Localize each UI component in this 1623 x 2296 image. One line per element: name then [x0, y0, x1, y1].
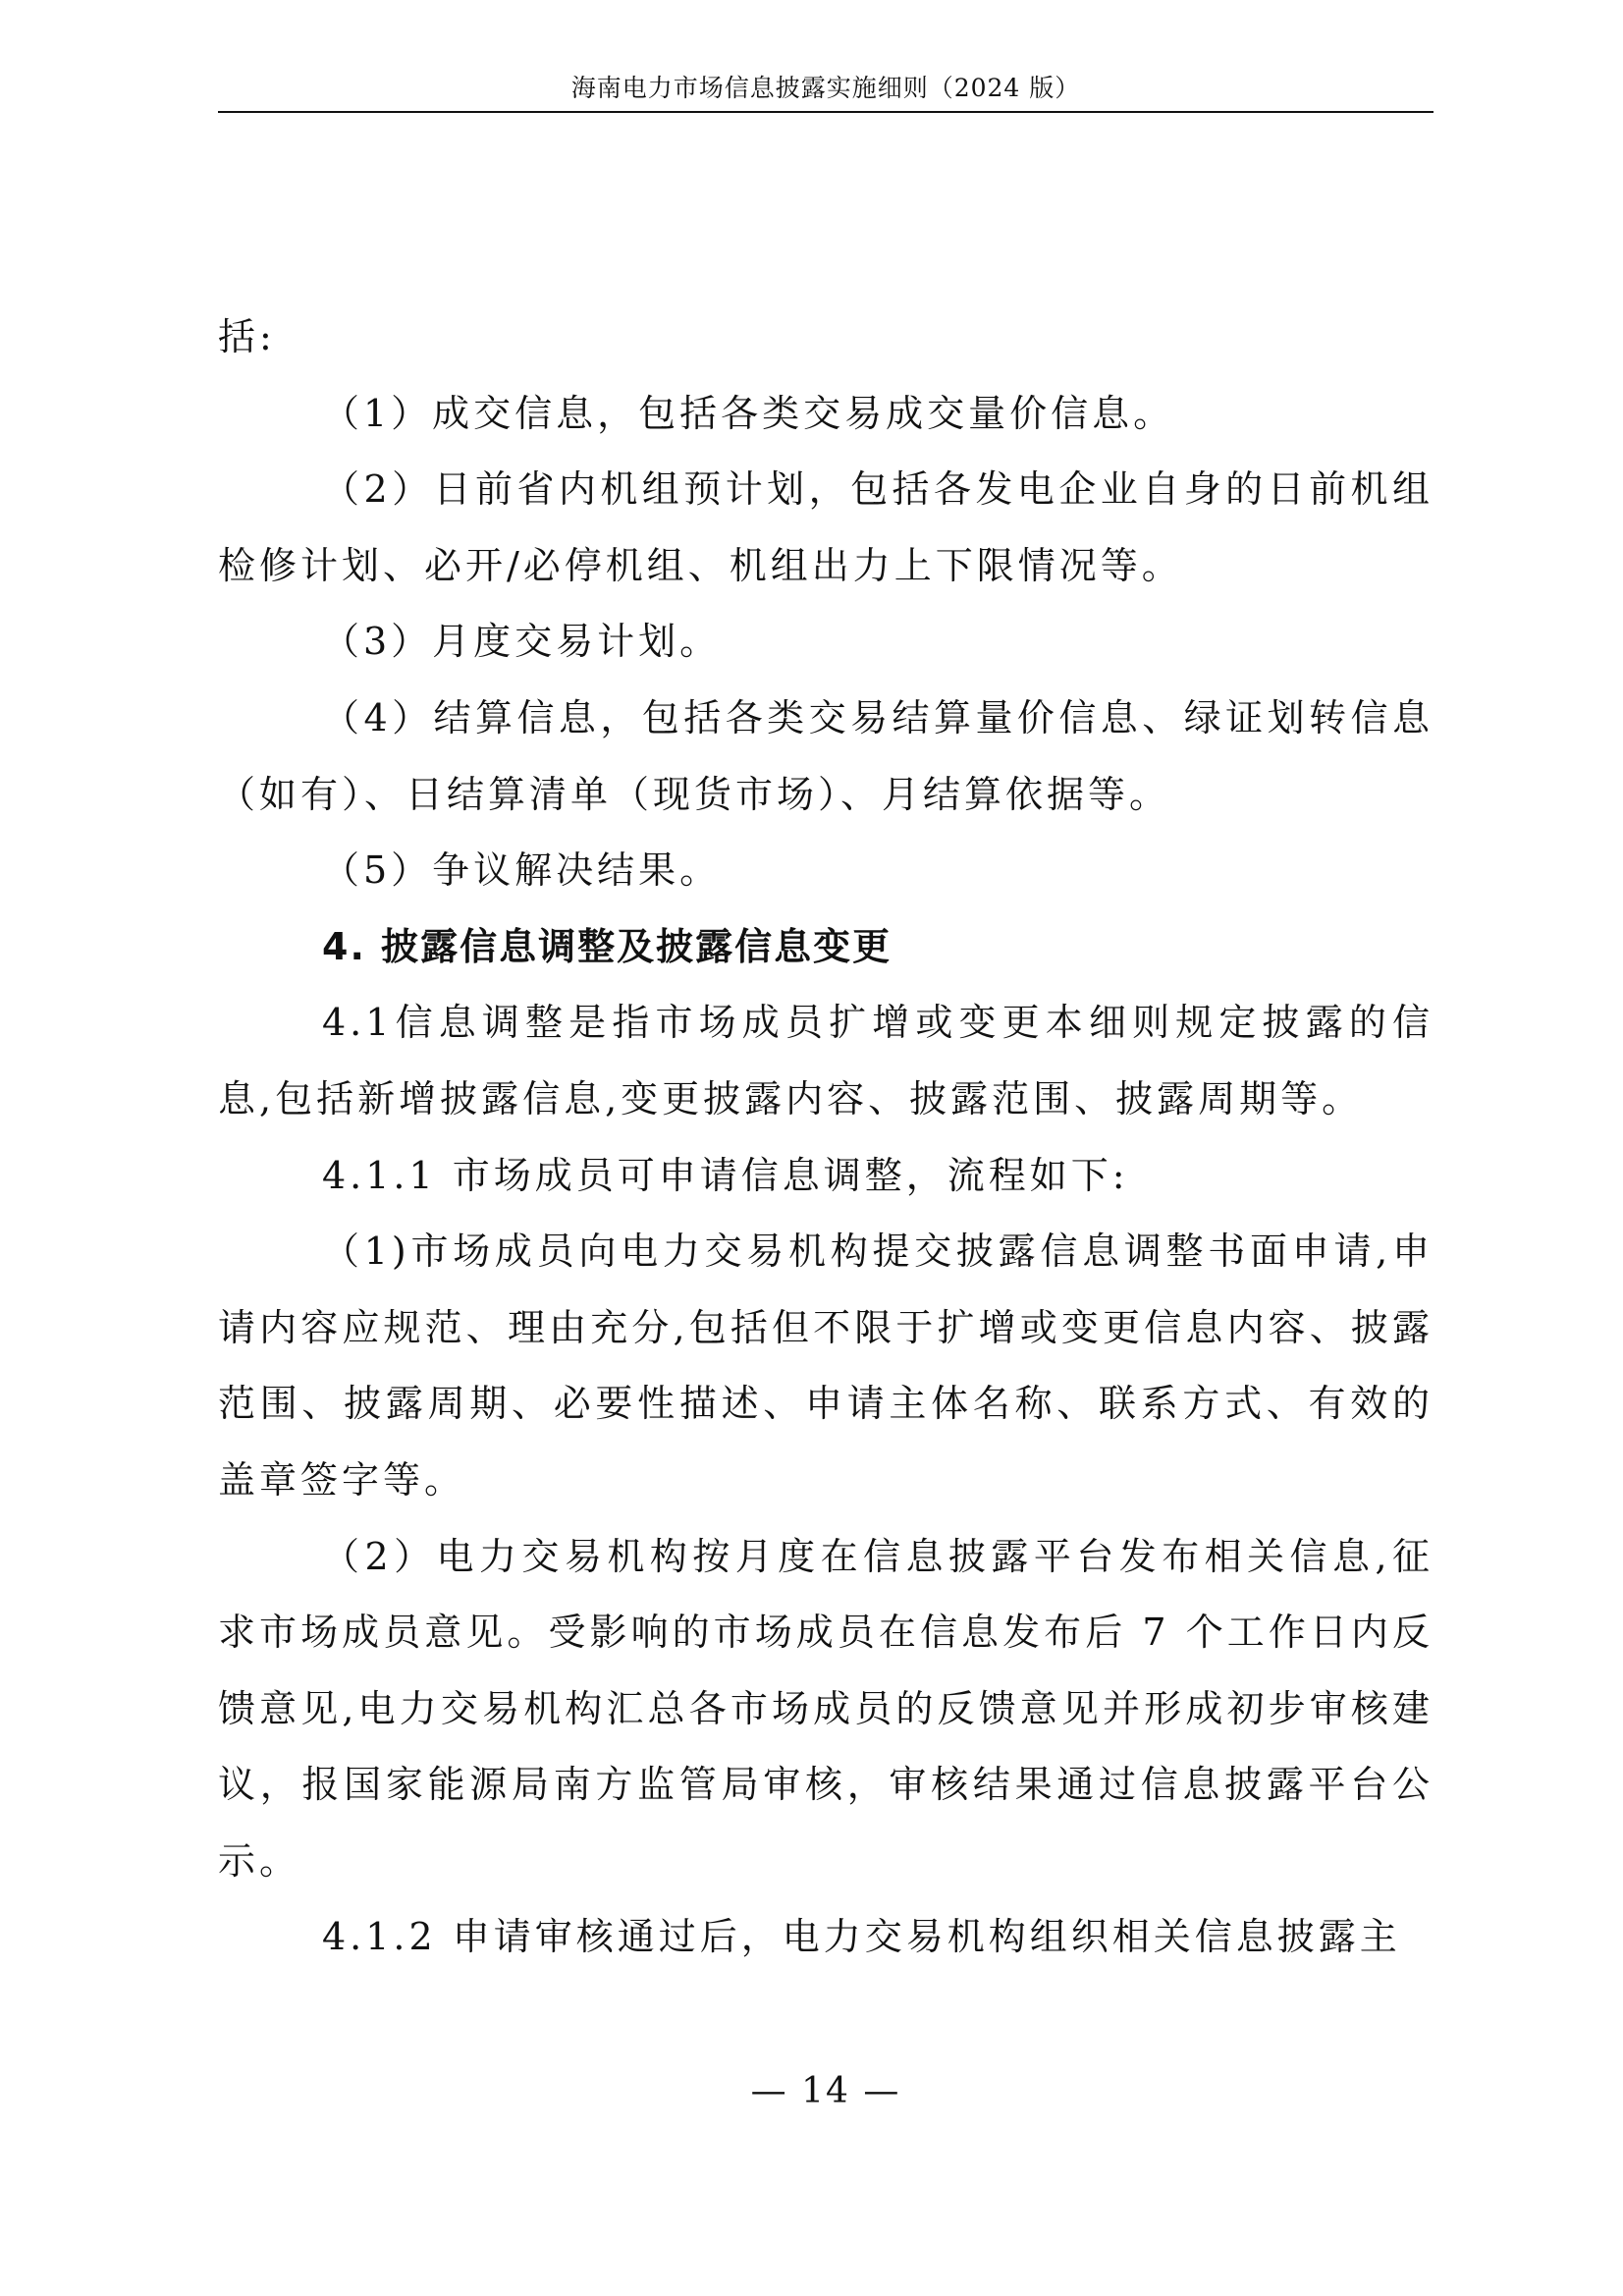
paragraph: 括:: [218, 315, 276, 358]
paragraph: 4.1.2 申请审核通过后，电力交易机构组织相关信息披露主: [322, 1915, 1401, 1959]
list-item: （5）争议解决结果。: [322, 848, 722, 893]
list-item: （1)市场成员向电力交易机构提交披露信息调整书面申请,申请内容应规范、理由充分,包括但不限于扩增或变更信息内容、披露范围、披露周期、必要性描述、申请主体名称、联系方式、有效的盖章签字等。: [218, 1230, 1434, 1502]
header-rule: [218, 111, 1434, 113]
document-body: [218, 300, 1434, 1976]
list-item: （2）电力交易机构按月度在信息披露平台发布相关信息,征求市场成员意见。受影响的市场成员在信息发布后 7 个工作日内反馈意见,电力交易机构汇总各市场成员的反馈意见并形成初步审核建议，报国家能源局南方监管局审核，审核结果通过信息披露平台公示。: [218, 1534, 1434, 1883]
paragraph: 4.1.1 市场成员可申请信息调整，流程如下:: [322, 1153, 1129, 1197]
running-header: 海南电力市场信息披露实施细则（2024 版）: [570, 74, 1081, 102]
list-item: （4）结算信息，包括各类交易结算量价信息、绿证划转信息（如有）、日结算清单（现货市场）、月结算依据等。: [218, 695, 1434, 816]
section-heading: 4. 披露信息调整及披露信息变更: [322, 924, 893, 968]
list-item: （1）成交信息，包括各类交易成交量价信息。: [322, 391, 1175, 435]
list-item: （3）月度交易计划。: [322, 620, 722, 664]
paragraph: 4.1信息调整是指市场成员扩增或变更本细则规定披露的信息,包括新增披露信息,变更披露内容、披露范围、披露周期等。: [218, 1001, 1434, 1121]
page-number: — 14 —: [750, 2071, 901, 2111]
list-item: （2）日前省内机组预计划，包括各发电企业自身的日前机组检修计划、必开/必停机组、机组出力上下限情况等。: [218, 467, 1434, 587]
